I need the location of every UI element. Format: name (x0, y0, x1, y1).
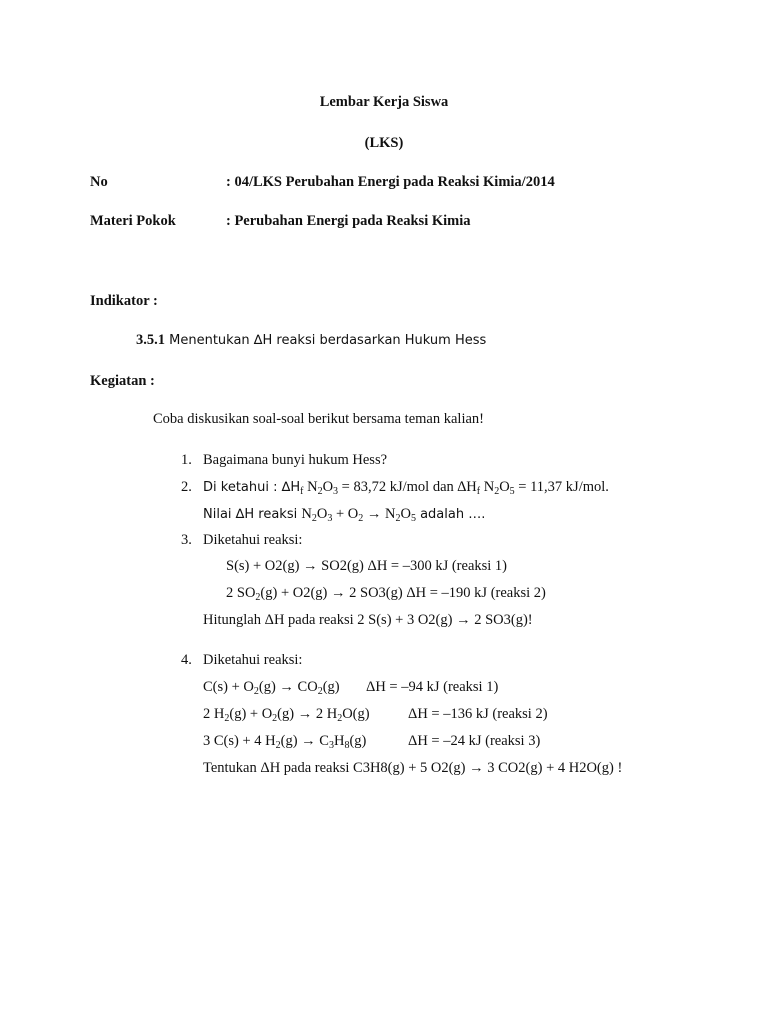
q2-sub: 2 (494, 486, 500, 497)
q4-sub: 3 (328, 740, 334, 751)
q4-part: (g) (349, 733, 367, 749)
q2-n: N (301, 506, 312, 522)
q4-part: H (333, 733, 345, 749)
q2-sub: 5 (509, 486, 515, 497)
question-4-dh-2: ΔH = –136 kJ (reaksi 2) (408, 706, 548, 722)
q2-sub: f (300, 486, 304, 497)
q4-part: 3 C(s) + 4 H (203, 733, 276, 749)
materi-value: : Perubahan Energi pada Reaksi Kimia (226, 213, 471, 229)
q2-sub: 3 (327, 513, 333, 524)
question-4-dh-1: ΔH = –94 kJ (reaksi 1) (366, 679, 499, 695)
q3-r2-part: (g) + O2(g) → 2 SO3(g) ΔH = –190 kJ (reaksi 2) (260, 585, 546, 601)
q4-sub: 2 (275, 740, 281, 751)
question-3-intro: Diketahui reaksi: (203, 532, 303, 548)
indikator-item (136, 331, 486, 350)
q2-sub: 2 (358, 513, 364, 524)
q2-sub: 2 (317, 486, 323, 497)
q3-sub: 2 (255, 592, 261, 603)
q4-part: (g) → CO (258, 679, 318, 695)
indikator-code: 3.5.1 (136, 332, 165, 348)
question-1-text: Bagaimana bunyi hukum Hess? (203, 452, 388, 468)
q4-sub: 2 (337, 713, 343, 724)
q2-n: N (307, 479, 318, 495)
question-4-reaction-1 (203, 678, 340, 696)
q4-part: (g) + O (229, 706, 273, 722)
question-2-line-2 (203, 505, 485, 524)
question-3-reaction-1: S(s) + O2(g) → SO2(g) ΔH = –300 kJ (reaksi 1) (226, 558, 508, 574)
q4-part: (g) → C (280, 733, 329, 749)
question-3-number: 3. (181, 532, 192, 548)
q2-n: N (480, 479, 495, 495)
question-1-number: 1. (181, 452, 192, 468)
q4-sub: 2 (272, 713, 278, 724)
q2-sub: 2 (395, 513, 401, 524)
question-4-reaction-3 (203, 732, 366, 750)
q2-value-2: = 11,37 kJ/mol. (514, 479, 609, 495)
question-2-line-1 (203, 478, 609, 497)
no-value: : 04/LKS Perubahan Energi pada Reaksi Kimia/2014 (226, 174, 555, 190)
q3-r2-part: 2 SO (226, 585, 256, 601)
q2-o: O (322, 479, 334, 495)
question-4-number: 4. (181, 652, 192, 668)
page-subtitle: (LKS) (364, 135, 404, 151)
question-3-reaction-2 (226, 584, 546, 602)
kegiatan-heading: Kegiatan : (90, 373, 155, 389)
no-label: No (90, 174, 108, 190)
indikator-heading: Indikator : (90, 293, 158, 309)
q2-o: O (400, 506, 411, 522)
materi-label: Materi Pokok (90, 213, 176, 229)
q4-sub: 2 (224, 713, 230, 724)
q2-o: O (499, 479, 510, 495)
q2-sub: 5 (410, 513, 416, 524)
q2-sub: f (476, 486, 481, 497)
q4-sub: 2 (317, 686, 323, 697)
q2-prefix: Di ketahui : (203, 480, 282, 495)
q2-o: O (316, 506, 328, 522)
q2-nilai: Nilai ∆H reaksi (203, 507, 302, 522)
question-4-dh-3: ΔH = –24 kJ (reaksi 3) (408, 733, 541, 749)
question-4-reaction-2 (203, 705, 370, 723)
q2-adalah: adalah …. (415, 507, 486, 522)
indikator-text: Menentukan ∆H reaksi berdasarkan Hukum Hess (165, 333, 487, 348)
q2-plus: + O (332, 506, 359, 522)
q2-sub: 3 (333, 486, 339, 497)
q4-part: (g) → 2 H (277, 706, 338, 722)
kegiatan-intro: Coba diskusikan soal-soal berikut bersama teman kalian! (153, 411, 484, 427)
q4-part: C(s) + O (203, 679, 254, 695)
question-2-number: 2. (181, 479, 192, 495)
question-4-task: Tentukan ΔH pada reaksi C3H8(g) + 5 O2(g) → 3 CO2(g) + 4 H2O(g) ! (203, 760, 623, 776)
q4-part: 2 H (203, 706, 225, 722)
page-title: Lembar Kerja Siswa (319, 94, 449, 110)
q2-value-1: = 83,72 kJ/mol dan ∆H (338, 479, 477, 495)
q2-arrow: → N (363, 506, 396, 522)
q4-part: O(g) (342, 706, 370, 722)
question-4-intro: Diketahui reaksi: (203, 652, 303, 668)
q4-sub: 8 (344, 740, 350, 751)
q2-sub: 2 (311, 513, 317, 524)
q2-dh: ∆H (281, 480, 301, 495)
q4-part: (g) (322, 679, 340, 695)
q4-sub: 2 (253, 686, 259, 697)
question-3-task: Hitunglah ΔH pada reaksi 2 S(s) + 3 O2(g) → 2 SO3(g)! (203, 612, 533, 628)
